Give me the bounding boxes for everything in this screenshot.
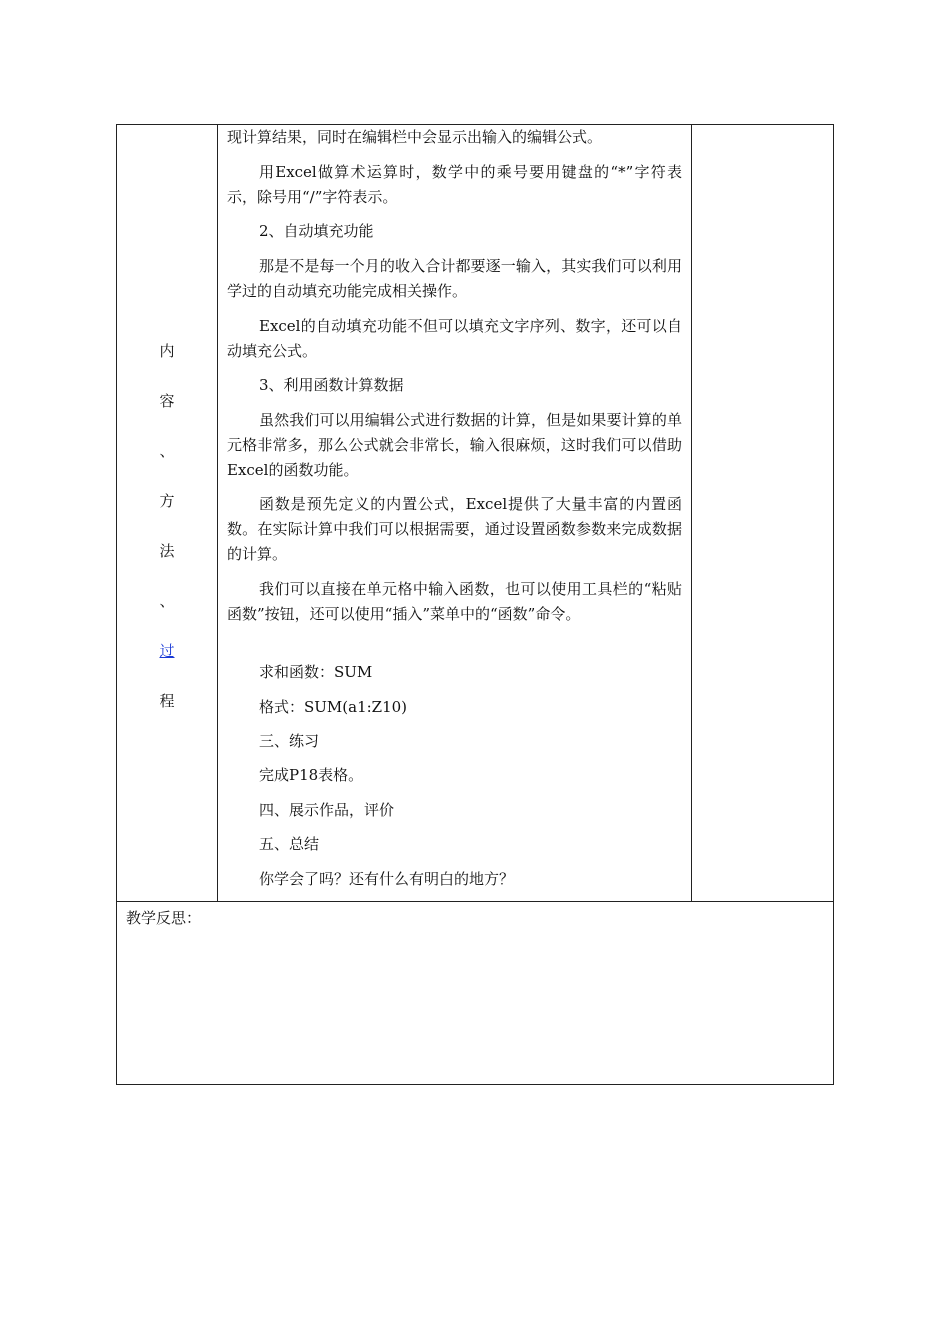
label-char: 、 xyxy=(159,592,175,610)
heading-auto-fill: 2、自动填充功能 xyxy=(259,222,374,240)
content-row xyxy=(117,125,833,902)
paragraph: 我们可以直接在单元格中输入函数，也可以使用工具栏的“粘贴函数”按钮，还可以使用“插入”菜单中的“函数”命令。 xyxy=(227,580,682,623)
heading-summary: 五、总结 xyxy=(259,835,320,853)
paragraph: 完成P18表格。 xyxy=(259,766,364,784)
label-char-link[interactable]: 过 xyxy=(159,642,175,660)
label-char: 容 xyxy=(159,392,175,410)
paragraph: 虽然我们可以用编辑公式进行数据的计算，但是如果要计算的单元格非常多，那么公式就会非常长，输入很麻烦，这时我们可以借助Excel的函数功能。 xyxy=(227,411,682,479)
paragraph: 函数是预先定义的内置公式，Excel提供了大量丰富的内置函数。在实际计算中我们可以根据需要，通过设置函数参数来完成数据的计算。 xyxy=(227,495,682,563)
lesson-table xyxy=(116,124,834,1085)
paragraph: 现计算结果，同时在编辑栏中会显示出输入的编辑公式。 xyxy=(227,128,603,146)
reflection-label: 教学反思： xyxy=(126,909,202,927)
heading-functions: 3、利用函数计算数据 xyxy=(259,376,404,394)
section-label-cell xyxy=(117,125,218,901)
heading-practice: 三、练习 xyxy=(259,732,320,750)
label-char: 方 xyxy=(159,492,175,510)
paragraph: 格式：SUM(a1:Z10) xyxy=(259,698,408,716)
paragraph: 求和函数：SUM xyxy=(259,663,373,681)
label-char: 、 xyxy=(159,442,175,460)
notes-cell xyxy=(692,125,833,901)
paragraph: 用Excel做算术运算时，数学中的乘号要用键盘的“*”字符表示，除号用“/”字符表示。 xyxy=(227,163,682,206)
heading-showcase: 四、展示作品，评价 xyxy=(259,801,395,819)
label-char: 内 xyxy=(159,342,175,360)
paragraph: 那是不是每一个月的收入合计都要逐一输入，其实我们可以利用学过的自动填充功能完成相关操作。 xyxy=(227,257,682,300)
paragraph: 你学会了吗？还有什么有明白的地方？ xyxy=(259,870,515,888)
main-content-cell xyxy=(218,125,692,901)
paragraph: Excel的自动填充功能不但可以填充文字序列、数字，还可以自动填充公式。 xyxy=(227,317,682,360)
label-char: 程 xyxy=(159,692,175,710)
label-char: 法 xyxy=(159,542,175,560)
reflection-row xyxy=(117,902,833,1084)
